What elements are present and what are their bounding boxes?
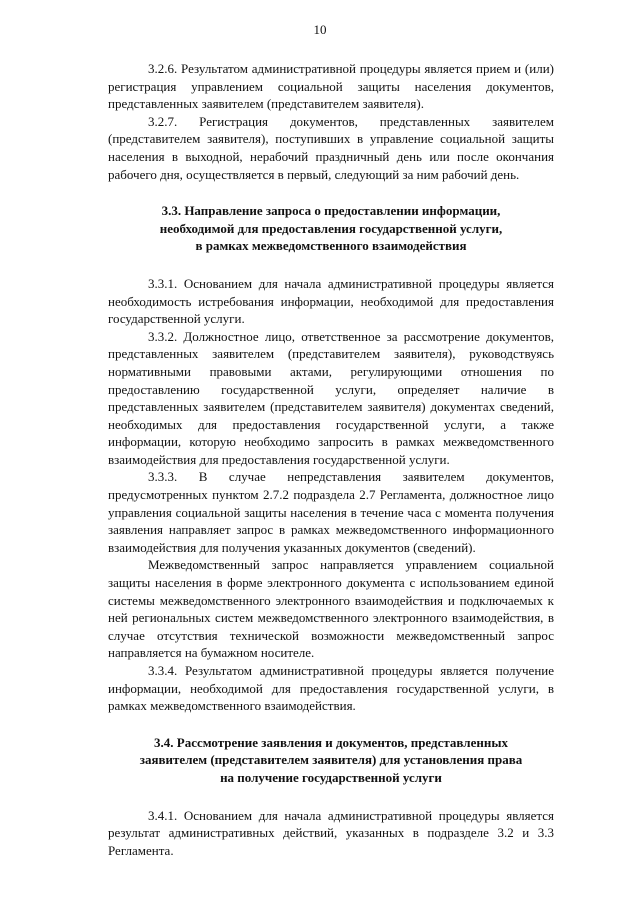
heading-line: заявителем (представителем заявителя) для установления права: [139, 752, 523, 768]
heading-line: на получение государственной услуги: [220, 769, 442, 785]
page-number: 10: [313, 22, 327, 37]
heading-line: в рамках межведомственного взаимодействия: [195, 238, 467, 254]
document-body: [108, 60, 554, 859]
section-heading-3-3: [108, 202, 554, 255]
paragraph-3-3-1: 3.3.1. Основанием для начала административной процедуры является необходимость истребования информации, необходимой для предоставления государственной услуги.: [108, 275, 554, 327]
paragraph-3-3-2: 3.3.2. Должностное лицо, ответственное за рассмотрение документов, представленных заявителем (представителем заявителя), руководствуясь нормативными правовыми актами, регулирующими отношения по предоставлению государственной услуги, определяет наличие в представленных заявителем (представителем заявителя) документах сведений, необходимых для предоставления государственной услуги, а также информации, которую необходимо запросить в рамках межведомственного взаимодействия для предоставления государственной услуги.: [108, 328, 554, 467]
paragraph-3-2-7: 3.2.7. Регистрация документов, представленных заявителем (представителем заявителя), поступивших в управление социальной защиты населения в выходной, нерабочий праздничный день или после окончания рабочего дня, осуществляется в первый, следующий за ним рабочий день.: [108, 113, 554, 182]
heading-line: 3.4. Рассмотрение заявления и документов, представленных: [154, 734, 508, 750]
paragraph-3-2-6: 3.2.6. Результатом административной процедуры является прием и (или) регистрация управлением социальной защиты населения документов, представленных заявителем (представителем заявителя).: [108, 61, 554, 112]
paragraph-3-3-4: 3.3.4. Результатом административной процедуры является получение информации, необходимой для предоставления государственной услуги, в рамках межведомственного взаимодействия.: [108, 663, 554, 714]
paragraph-3-4-1: 3.4.1. Основанием для начала административной процедуры является результат административных действий, указанных в подразделе 3.2 и 3.3 Регламента.: [108, 807, 554, 858]
paragraph-interagency-request: Межведомственный запрос направляется управлением социальной защиты населения в форме электронного документа с использованием единой системы межведомственного электронного взаимодействия и подключаемых к ней региональных систем межведомственного электронного взаимодействия, в случае отсутствия технической возможности межведомственный запрос направляется на бумажном носителе.: [108, 557, 554, 661]
heading-line: 3.3. Направление запроса о предоставлении информации,: [161, 203, 501, 219]
section-heading-3-4: [108, 734, 554, 787]
paragraph-3-3-3: 3.3.3. В случае непредставления заявителем документов, предусмотренных пунктом 2.7.2 подраздела 2.7 Регламента, должностное лицо управления социальной защиты населения в течение часа с момента получения заявления направляет запрос в рамках межведомственного информационного взаимодействия для получения указанных документов (сведений).: [108, 469, 554, 555]
heading-line: необходимой для предоставления государственной услуги,: [159, 220, 503, 236]
